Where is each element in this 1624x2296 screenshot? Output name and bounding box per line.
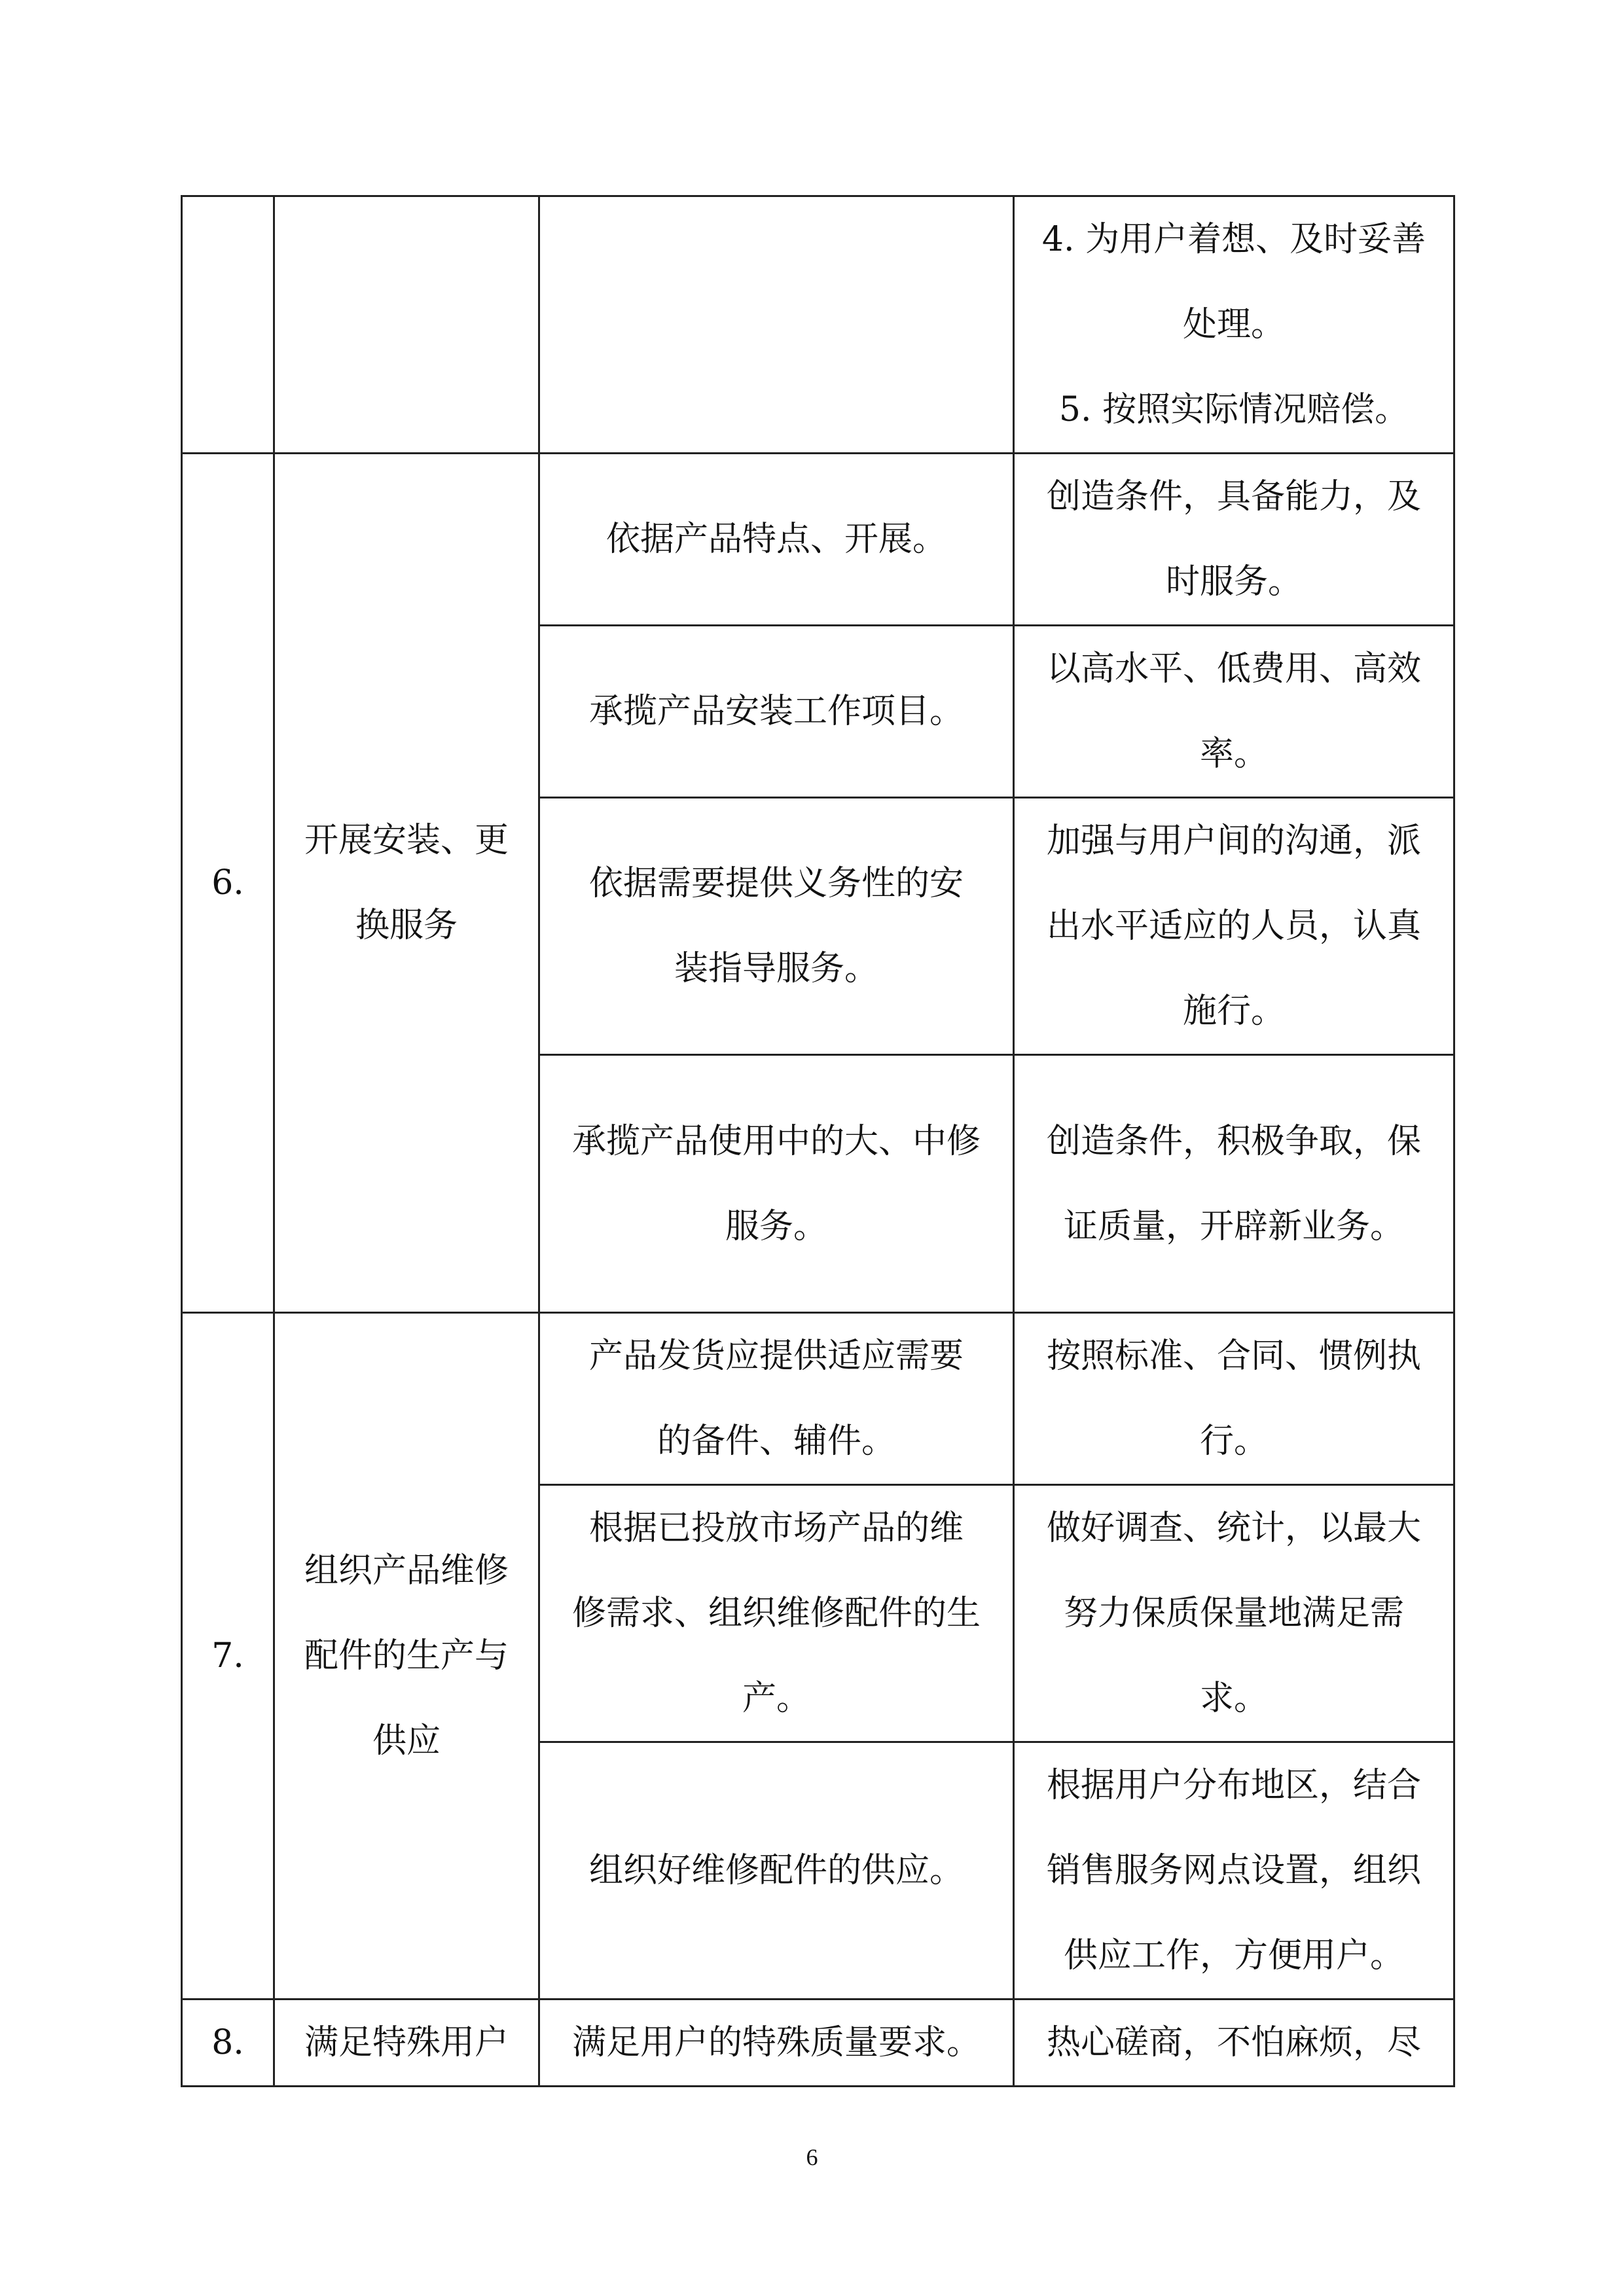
text-line: 产。 bbox=[742, 1679, 810, 1718]
text-line: 行。 bbox=[1199, 1422, 1268, 1461]
text-line: 施行。 bbox=[1182, 992, 1285, 1031]
text-line: 装指导服务。 bbox=[674, 949, 878, 988]
text-line: 求。 bbox=[1199, 1679, 1268, 1718]
text-line: 5. 按照实际情况赔偿。 bbox=[1058, 390, 1409, 429]
table-row bbox=[182, 2000, 1454, 2087]
requirement-cell bbox=[1014, 2000, 1454, 2087]
requirement-cell bbox=[1014, 196, 1454, 454]
text-line: 创造条件，具备能力，及 bbox=[1046, 477, 1421, 516]
text-line: 创造条件，积极争取，保 bbox=[1046, 1121, 1421, 1161]
content-cell bbox=[539, 1485, 1014, 1742]
text-line: 依据产品特点、开展。 bbox=[605, 520, 947, 559]
table-row bbox=[182, 454, 1454, 626]
page-number: 6 bbox=[806, 2144, 818, 2170]
content-cell bbox=[539, 798, 1014, 1055]
text-line: 修需求、组织维修配件的生 bbox=[571, 1594, 981, 1633]
text-line: 出水平适应的人员，认真 bbox=[1046, 906, 1421, 946]
table-row bbox=[182, 196, 1454, 454]
text-line: 的备件、辅件。 bbox=[657, 1422, 895, 1461]
content-cell bbox=[539, 454, 1014, 626]
text-line: 承揽产品使用中的大、中修 bbox=[571, 1121, 981, 1161]
text-line: 以高水平、低费用、高效 bbox=[1046, 649, 1421, 689]
text-line: 证质量，开辟新业务。 bbox=[1063, 1206, 1404, 1246]
content-cell bbox=[539, 626, 1014, 798]
text-line: 满足特殊用户 bbox=[304, 2023, 509, 2062]
text-line: 时服务。 bbox=[1165, 562, 1302, 601]
text-line: 加强与用户间的沟通，派 bbox=[1046, 821, 1421, 861]
item-cell bbox=[274, 2000, 539, 2087]
requirement-cell bbox=[1014, 1055, 1454, 1313]
text-line: 热心磋商，不怕麻烦，尽 bbox=[1046, 2023, 1421, 2062]
text-line: 配件的生产与 bbox=[304, 1636, 509, 1676]
text-line: 努力保质保量地满足需 bbox=[1063, 1594, 1404, 1633]
content-cell bbox=[539, 1742, 1014, 2000]
text-line: 供应 bbox=[372, 1721, 441, 1761]
content-cell bbox=[539, 1313, 1014, 1485]
content-cell bbox=[539, 1055, 1014, 1313]
text-line: 根据已投放市场产品的维 bbox=[588, 1509, 964, 1548]
text-line: 满足用户的特殊质量要求。 bbox=[571, 2023, 981, 2062]
text-line: 依据需要提供义务性的安 bbox=[588, 864, 964, 903]
text-line: 根据用户分布地区，结合 bbox=[1046, 1766, 1421, 1805]
text-line: 处理。 bbox=[1182, 305, 1285, 344]
text-line: 承揽产品安装工作项目。 bbox=[588, 692, 964, 731]
text-line: 按照标准、合同、惯例执 bbox=[1046, 1336, 1421, 1376]
number-cell: 7. bbox=[182, 1313, 274, 2000]
service-table bbox=[181, 195, 1455, 2087]
text-line: 换服务 bbox=[355, 906, 458, 945]
text-line: 销售服务网点设置，组织 bbox=[1046, 1851, 1421, 1890]
text-line: 产品发货应提供适应需要 bbox=[588, 1336, 964, 1376]
content-cell bbox=[539, 196, 1014, 454]
item-cell bbox=[274, 454, 539, 1313]
number-cell: 6. bbox=[182, 454, 274, 1313]
requirement-cell bbox=[1014, 1742, 1454, 2000]
text-line: 组织好维修配件的供应。 bbox=[588, 1851, 964, 1890]
item-cell bbox=[274, 1313, 539, 2000]
text-line: 服务。 bbox=[725, 1206, 827, 1246]
text-line: 开展安装、更 bbox=[304, 821, 509, 860]
table-row bbox=[182, 1313, 1454, 1485]
text-line: 做好调查、统计，以最大 bbox=[1046, 1509, 1421, 1548]
requirement-cell bbox=[1014, 1313, 1454, 1485]
requirement-cell bbox=[1014, 798, 1454, 1055]
requirement-cell bbox=[1014, 454, 1454, 626]
text-line: 率。 bbox=[1199, 734, 1268, 774]
requirement-cell bbox=[1014, 626, 1454, 798]
text-line: 供应工作，方便用户。 bbox=[1063, 1936, 1404, 1975]
number-cell bbox=[182, 196, 274, 454]
number-cell: 8. bbox=[182, 2000, 274, 2087]
item-cell bbox=[274, 196, 539, 454]
text-line: 组织产品维修 bbox=[304, 1551, 509, 1590]
text-line: 4. 为用户着想、及时妥善 bbox=[1041, 220, 1426, 259]
content-cell bbox=[539, 2000, 1014, 2087]
requirement-cell bbox=[1014, 1485, 1454, 1742]
